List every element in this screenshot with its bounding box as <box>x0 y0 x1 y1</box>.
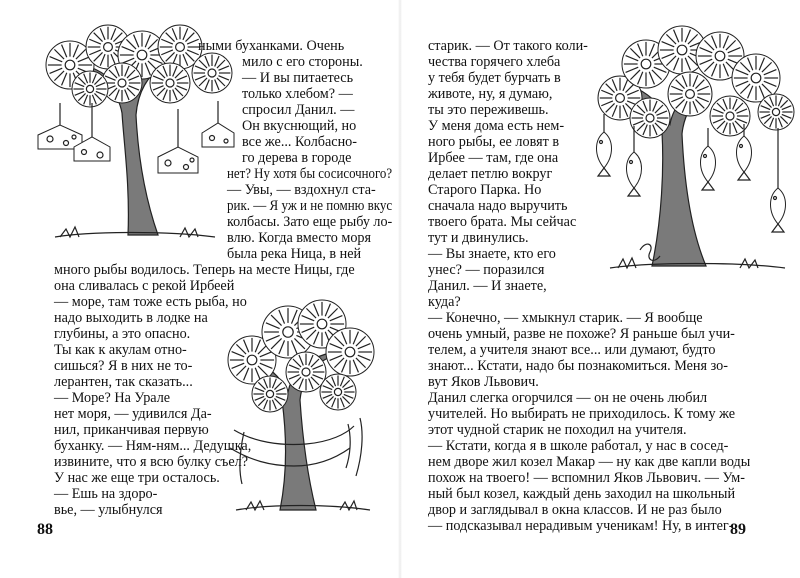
hanging-fish-3 <box>701 128 716 190</box>
text-line: надо выходить в лодке на <box>54 310 208 326</box>
cheese-wheel-3 <box>158 109 198 173</box>
text-line: куда? <box>428 294 461 310</box>
cheese-wheel-4 <box>202 101 234 147</box>
page-number: 88 <box>37 521 53 538</box>
text-line: влю. Когда вместо моря <box>227 230 372 246</box>
text-line: нет моря, — удивился Да- <box>54 406 212 422</box>
text-line: очень умный, разве не похоже? Я раньше был учи- <box>428 326 735 342</box>
text-line: похож на твоего! — вспомнил Яков Львович. — Ум- <box>428 470 745 486</box>
cheese-wheel-1 <box>38 103 82 149</box>
text-line: глубины, а это опасно. <box>54 326 191 342</box>
text-line: Ирбее — там, где она <box>428 150 559 166</box>
text-line: нем дворе жил козел Макар — ну как две капли воды <box>428 454 751 470</box>
text-line: Ты как к акулам отно- <box>54 342 187 358</box>
text-line: — Конечно, — хмыкнул старик. — Я вообще <box>428 310 703 326</box>
text-line: У меня дома есть нем- <box>428 118 565 134</box>
text-line: только хлебом? — <box>242 86 353 102</box>
sausage-tree-illustration <box>210 300 385 520</box>
text-line: унес? — поразился <box>428 262 545 278</box>
hanging-fish-5 <box>771 128 786 232</box>
text-line: Старого Парка. Но <box>428 182 542 198</box>
text-line: старик. — От такого коли- <box>428 38 588 54</box>
text-line: вье, — улыбнулся <box>54 502 163 518</box>
text-line: извините, что я всю булку съел? <box>54 454 249 470</box>
cheese-wheel-2 <box>74 103 110 161</box>
page-number: 89 <box>730 521 746 538</box>
text-line: сишься? Я в них не то- <box>54 358 193 374</box>
text-line: сначала надо выручить <box>428 198 568 214</box>
text-line: у тебя будет бурчать в <box>428 70 561 86</box>
text-line: лерантен, так сказать... <box>54 374 193 390</box>
text-line: была река Ница, в ней <box>227 246 362 262</box>
text-line: много рыбы водилось. Теперь на месте Ницы, где <box>54 262 355 278</box>
text-line: ты это переживешь. <box>428 102 549 118</box>
text-line: — Море? На Урале <box>54 390 171 406</box>
text-line: — Увы, — вздохнул ста- <box>227 182 376 198</box>
text-line: нет? Ну хотя бы сосисочного? <box>227 166 393 182</box>
text-line: — И вы питаетесь <box>242 70 354 86</box>
text-line: спросил Данил. — <box>242 102 355 118</box>
text-line: делает петлю вокруг <box>428 166 553 182</box>
text-line: — подсказывал нерадивым ученикам! Ну, в интег- <box>428 518 734 534</box>
cheese-tree-illustration <box>30 25 235 250</box>
text-line: Он вкуснющий, но <box>242 118 357 134</box>
hanging-fish-2 <box>627 126 642 196</box>
text-line: двор и заглядывал в окна классов. И не раз было <box>428 502 722 518</box>
text-line: го дерева в городе <box>242 150 352 166</box>
text-line: этот чудной старик не походил на учителя. <box>428 422 687 438</box>
text-line: — Кстати, когда я в школе работал, у нас в сосед- <box>428 438 729 454</box>
text-line: мило с его стороны. <box>242 54 363 70</box>
text-line: телем, а учителя знают все... или думают, будто <box>428 342 716 358</box>
fish-tree-illustration <box>590 28 795 278</box>
text-line: — Вы знаете, кто его <box>428 246 556 262</box>
text-line: твоего брата. Мы сейчас <box>428 214 577 230</box>
text-line: — море, там тоже есть рыба, но <box>54 294 247 310</box>
text-line: ного рыбы, ее ловят в <box>428 134 560 150</box>
text-line: буханку. — Ням-ням... Дедушка, <box>54 438 252 454</box>
hanging-fish-1 <box>597 114 612 176</box>
text-line: ный был козел, каждый день заходил на школьный <box>428 486 736 502</box>
text-line: учителей. Но выбирать не приходилось. К тому же <box>428 406 736 422</box>
text-line: она сливалась с рекой Ирбеей <box>54 278 235 294</box>
text-line: вут Яков Львович. <box>428 374 539 390</box>
text-line: знают... Кстати, надо бы познакомиться. Меня зо- <box>428 358 728 374</box>
right-page <box>400 0 800 578</box>
text-line: — Ешь на здоро- <box>54 486 158 502</box>
text-line: У нас же еще три осталось. <box>54 470 220 486</box>
text-line: все же... Колбасно- <box>242 134 357 150</box>
text-line: Данил слегка огорчился — он не очень любил <box>428 390 708 406</box>
text-line: нил, приканчивая первую <box>54 422 209 438</box>
text-line: рик. — Я уж и не помню вкус <box>227 198 393 214</box>
text-line: ными буханками. Очень <box>198 38 345 54</box>
text-line: Данил. — И знаете, <box>428 278 547 294</box>
text-line: чества горячего хлеба <box>428 54 561 70</box>
text-line: животе, ну, я думаю, <box>428 86 553 102</box>
text-line: тут и двинулись. <box>428 230 529 246</box>
text-line: колбасы. Зато еще рыбу ло- <box>227 214 393 230</box>
